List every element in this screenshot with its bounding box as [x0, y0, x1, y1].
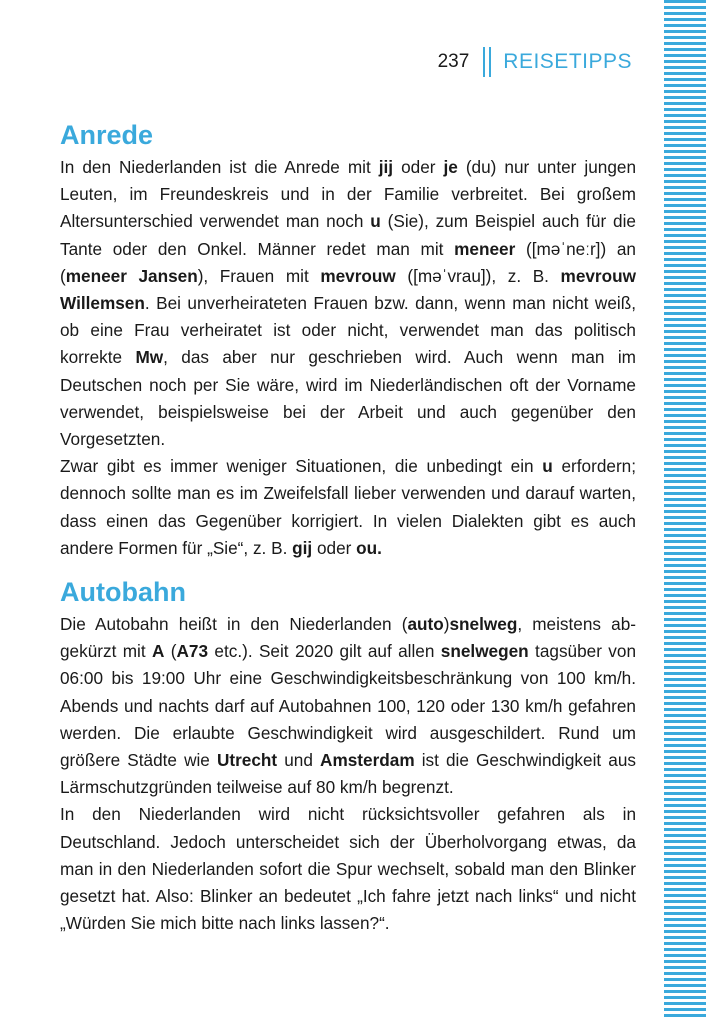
bold-term: meneer — [454, 238, 516, 259]
bold-term: snelweg — [449, 614, 518, 635]
bold-term: u — [370, 211, 381, 232]
bold-term: Amsterdam — [320, 750, 415, 771]
bold-term: gij — [292, 537, 313, 558]
header-divider — [483, 47, 485, 77]
header-divider-second — [489, 47, 491, 77]
bold-term: mevrouw Willemsen — [60, 265, 636, 314]
entry-heading-autobahn: Autobahn — [60, 577, 186, 608]
bold-term: meneer Jansen — [65, 265, 198, 286]
bold-term: je — [443, 157, 458, 177]
bold-term: Mw — [135, 347, 164, 368]
running-header — [438, 45, 632, 79]
bold-term: Utrecht — [216, 750, 278, 771]
entry-paragraph: Zwar gibt es immer weniger Situationen, die unbedingt ein u erfordern; dennoch sollte man es im Zweifelsfall lieber verwenden und darauf warten, dass einen das Gegenüber korrigiert. In vielen Dialekten gibt es auch andere Formen für „Sie“, z. B. gij oder ou. — [60, 456, 636, 558]
bold-term: A73 — [176, 641, 209, 662]
entry-paragraph: Die Autobahn heißt in den Niederlanden (auto)snelweg, meistens abgekürzt mit A (A73 etc.). Seit 2020 gilt auf allen snelwegen tagsüber von 06:00 bis 19:00 Uhr eine Geschwindigkeitsbeschränkung von 100 km/h. Abends und nachts darf auf Autobahnen 100, 120 oder 130 km/h gefahren werden. Die erlaubte Geschwindigkeit wird ausgeschildert. Rund um größere Städte wie Utrecht und Amsterdam ist die Geschwindigkeit aus Lärmschutzgründen teilweise auf 80 km/h begrenzt. — [60, 614, 637, 798]
entry-paragraph: In den Niederlanden ist die Anrede mit jij oder je (du) nur unter jungen Leuten, im Freundeskreis und in der Familie verbreitet. Bei großem Altersunterschied verwendet man noch u (Sie), zum Beispiel auch für die Tante oder den Onkel. Männer redet man mit meneer ([məˈneːr]) an (meneer Jansen), Frauen mit mevrouw ([məˈvrau]), z. B. mevrouw Willemsen. Bei unverheirateten Frauen bzw. dann, wenn man nicht weiß, ob eine Frau verheiratet ist oder nicht, verwendet man das politisch korrekte Mw, das aber nur geschrieben wird. Auch wenn man im Deutschen noch per Sie wäre, wird im Niederländischen oft der Vorname verwendet, beispielsweise bei der Arbeit und auch gegenüber den Vorgesetzten. — [60, 157, 637, 450]
bold-term: jij — [378, 157, 394, 177]
bold-term: ou. — [356, 537, 382, 558]
section-title: REISETIPPS — [503, 50, 632, 73]
bold-term: auto — [407, 614, 444, 635]
bold-term: A — [152, 641, 165, 662]
entry-heading-anrede: Anrede — [60, 120, 154, 150]
bold-term: snelwegen — [440, 641, 529, 662]
page-edge-stripe-marker — [664, 0, 706, 1020]
page-body — [60, 116, 636, 937]
entry-paragraph: In den Niederlanden wird nicht rücksichtsvoller gefahren als in Deutschland. Jedoch unterscheidet sich der Überholvorgang etwas, da man in den Niederlanden sofort die Spur wechselt, sobald man den Blinker gesetzt hat. Also: Blinker an bedeutet „Ich fahre jetzt nach links“ und nicht „Würden Sie mich bitte nach links lassen?“. — [60, 804, 636, 934]
bold-term: u — [542, 456, 553, 477]
bold-term: mevrouw — [320, 265, 396, 286]
page-number: 237 — [437, 51, 470, 72]
